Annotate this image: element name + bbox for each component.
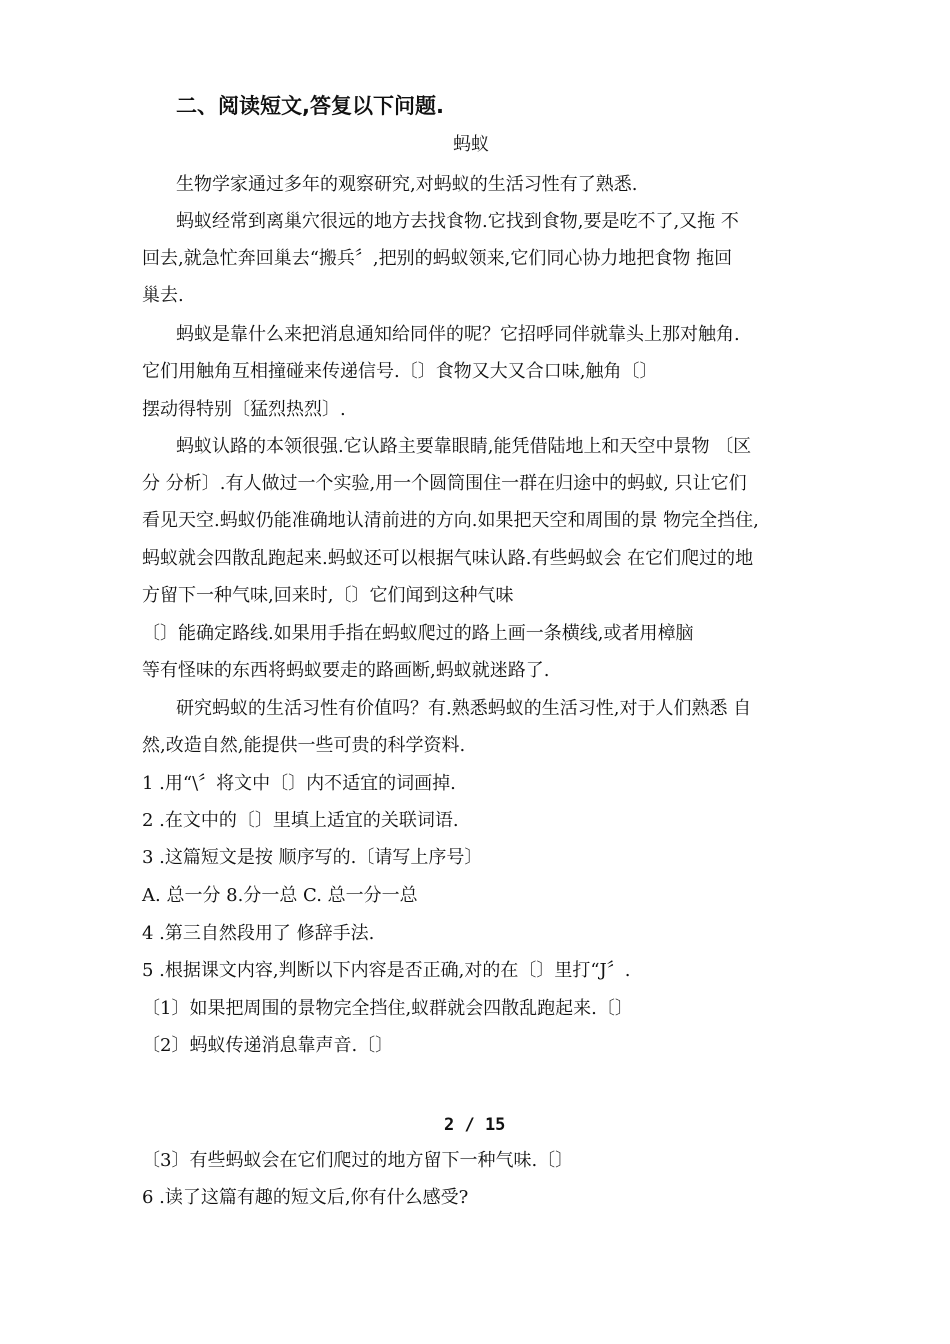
question-2: 2 .在文中的〔〕里填上适宜的关联词语. [142,810,459,831]
text-line: 蚂蚁是靠什么来把消息通知给同伴的呢？它招呼同伴就靠头上那对触角. [176,324,740,345]
text-line: 看见天空.蚂蚁仍能准确地认清前进的方向.如果把天空和周围的景 物完全挡住, [142,510,759,531]
question-3: 3 .这篇短文是按 顺序写的.〔请写上序号〕 [142,847,483,868]
question-6: 6 .读了这篇有趣的短文后,你有什么感受? [142,1187,469,1208]
question-5-item-3: 〔3〕有些蚂蚁会在它们爬过的地方留下一种气味.〔〕 [142,1150,574,1171]
question-1: 1 .用“\〞将文中〔〕内不适宜的词画掉. [142,773,456,794]
article-title: 蚂蚁 [453,134,489,155]
text-line: 巢去. [142,285,184,306]
text-line: 研究蚂蚁的生活习性有价值吗？有.熟悉蚂蚁的生活习性,对于人们熟悉 自 [176,698,752,719]
text-line: 方留下一种气味,回来时,〔〕它们闻到这种气味 [142,585,514,606]
question-4: 4 .第三自然段用了 修辞手法. [142,923,375,944]
text-line: 蚂蚁经常到离巢穴很远的地方去找食物.它找到食物,要是吃不了,又拖 不 [176,211,739,232]
text-line: 生物学家通过多年的观察研究,对蚂蚁的生活习性有了熟悉. [176,174,638,195]
text-line: 然,改造自然,能提供一些可贵的科学资料. [142,735,466,756]
question-5: 5 .根据课文内容,判断以下内容是否正确,对的在〔〕里打“J〞. [142,960,631,981]
page-number: 2 / 15 [444,1115,506,1135]
question-5-item-1: 〔1〕如果把周围的景物完全挡住,蚁群就会四散乱跑起来.〔〕 [142,998,633,1019]
text-line: 回去,就急忙奔回巢去“搬兵〞,把别的蚂蚁领来,它们同心协力地把食物 拖回 [142,248,733,269]
text-line: 它们用触角互相撞碰来传递信号.〔〕食物又大又合口味,触角〔〕 [142,361,658,382]
text-line: 蚂蚁认路的本领很强.它认路主要靠眼睛,能凭借陆地上和天空中景物 〔区 [176,436,752,457]
question-5-item-2: 〔2〕蚂蚁传递消息靠声音.〔〕 [142,1035,394,1056]
section-heading: 二、阅读短文,答复以下问题. [176,94,444,118]
text-line: 摆动得特别〔猛烈热烈〕. [142,399,346,420]
text-line: 〔〕能确定路线.如果用手指在蚂蚁爬过的路上画一条横线,或者用樟脑 [142,623,694,644]
text-line: 蚂蚁就会四散乱跑起来.蚂蚁还可以根据气味认路.有些蚂蚁会 在它们爬过的地 [142,548,754,569]
text-line: 等有怪味的东西将蚂蚁要走的路画断,蚂蚁就迷路了. [142,660,550,681]
text-line: 分 分析〕.有人做过一个实验,用一个圆筒围住一群在归途中的蚂蚁, 只让它们 [142,473,747,494]
question-3-options: A. 总一分 8.分一总 C. 总一分一总 [142,885,418,906]
